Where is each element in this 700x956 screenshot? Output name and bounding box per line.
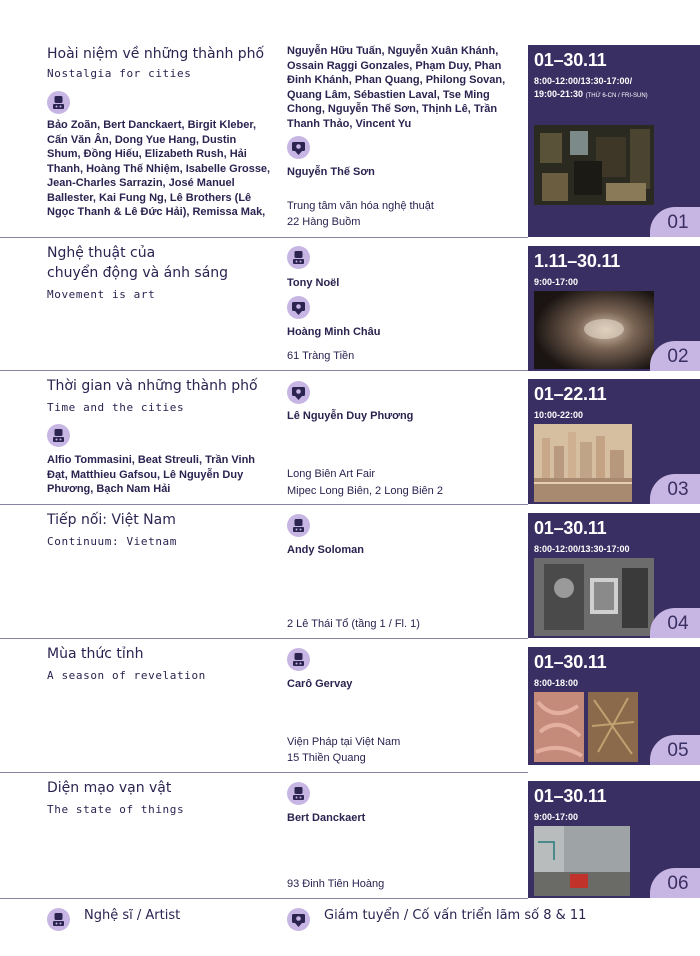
date-panel [528,513,700,638]
curator-name: Lê Nguyễn Duy Phương [287,410,414,422]
date-range: 01–30.11 [534,518,607,538]
hours-line-1: 8:00-12:00/13:30-17:00/ [534,76,633,86]
artist-name: Carô Gervay [287,678,353,690]
exhibition-photo-2 [588,692,638,762]
venue-address: 22 Hàng Buồm [287,216,361,228]
date-panel [528,246,700,371]
artist-name: Bert Danckaert [287,812,366,824]
venue-name: Viện Pháp tại Việt Nam [287,736,401,748]
entry-title-vi: Mùa thức tỉnh [47,646,144,662]
date-range: 01–30.11 [534,50,607,70]
entry-title-en: The state of things [47,803,185,816]
entry-number: 05 [650,735,700,765]
artist-icon [287,782,310,805]
date-panel [528,45,700,237]
entry-title-vi-line2: chuyển động và ánh sáng [47,265,229,281]
entry-title-en: A season of revelation [47,669,206,682]
entry-number: 01 [650,207,700,237]
entry-title-en: Continuum: Vietnam [47,535,178,548]
venue-address: Mipec Long Biên, 2 Long Biên 2 [287,485,443,497]
exhibition-entry-06 [0,773,700,898]
entry-divider [0,898,528,899]
opening-hours: 9:00-17:00 [534,812,579,822]
venue-address: 93 Đinh Tiên Hoàng [287,878,385,890]
date-panel [528,379,700,504]
curator-icon [287,381,310,404]
legend-artist-label: Nghệ sĩ / Artist [84,908,181,923]
venue-address: 2 Lê Thái Tổ (tầng 1 / Fl. 1) [287,618,420,630]
entry-title-en: Nostalgia for cities [47,67,192,80]
exhibition-photo [534,291,654,369]
curator-icon [287,296,310,319]
artist-icon [287,514,310,537]
venue-name: Trung tâm văn hóa nghệ thuật [287,200,434,212]
opening-hours: 10:00-22:00 [534,410,584,420]
date-range: 01–22.11 [534,384,607,404]
entry-title-vi: Thời gian và những thành phố [47,378,258,394]
artist-icon [47,424,70,447]
date-range: 01–30.11 [534,786,607,806]
curator-icon [287,136,310,159]
exhibition-photo [534,424,632,502]
curator-name: Nguyễn Thế Sơn [287,166,375,178]
opening-hours: 8:00-12:00/13:30-17:00 [534,544,630,554]
artist-icon [287,246,310,269]
hours-note: (THỨ 6-CN / FRI-SUN) [585,93,648,99]
exhibition-photo [534,558,654,636]
date-range: 01–30.11 [534,652,607,672]
entry-title-en: Movement is art [47,288,156,301]
artist-icon [47,91,70,114]
opening-hours: 9:00-17:00 [534,277,579,287]
artist-list: Alfio Tommasini, Beat Streuli, Trần Vinh Đạt, Matthieu Gafsou, Lê Nguyễn Duy Phương, Bạch Nam Hải [47,454,256,495]
curator-icon [287,908,310,931]
exhibition-entry-04 [0,505,700,638]
legend-curator-label: Giám tuyển / Cố vấn triển lãm số 8 & 11 [324,908,587,923]
exhibition-entry-03 [0,371,700,504]
opening-hours [534,75,648,103]
venue-address: 15 Thiền Quang [287,752,366,764]
artist-name: Tony Noël [287,277,340,289]
entry-number: 02 [650,341,700,371]
exhibition-entry-02 [0,238,700,371]
entry-title-vi: Hoài niệm về những thành phố [47,46,265,62]
entry-number: 04 [650,608,700,638]
entry-title-vi: Tiếp nối: Việt Nam [47,512,176,528]
entry-title-en: Time and the cities [47,401,185,414]
curator-name: Hoàng Minh Châu [287,326,381,338]
artist-icon [47,908,70,931]
entry-number: 06 [650,868,700,898]
hours-line-2 [534,88,648,103]
artist-list-continued: Nguyễn Hữu Tuấn, Nguyễn Xuân Khánh, Ossain Raggi Gonzales, Phạm Duy, Phan Đinh Khánh, Phan Quang, Philong Sovan, Quang Lâm, Sébastien Laval, Tse Ming Chong, Nguyễn Thế Sơn, Thịnh Lê, Trần Thanh Thảo, Vincent Yu [287,45,506,130]
hours-evening: 19:00-21:30 [534,89,584,99]
exhibition-photo-1 [534,692,584,762]
date-panel [528,647,700,765]
artist-name: Andy Soloman [287,544,365,556]
artist-icon [287,648,310,671]
date-panel [528,781,700,898]
venue-address: 61 Tràng Tiền [287,350,355,362]
entry-title-vi-line1: Nghệ thuật của [47,245,156,261]
exhibition-photo [534,125,654,205]
venue-name: Long Biên Art Fair [287,468,376,480]
artist-list: Bảo Zoãn, Bert Danckaert, Birgit Kleber, Cấn Văn Ân, Dong Yue Hang, Dustin Shum, Đồng Hiếu, Elizabeth Rush, Hải Thanh, Hoàng Thế Nhiệm, Isabelle Grosse, Jean-Charles Sarrazin, José Manuel Ballester, Kai Fung Ng, Lê Brothers (Lê Ngọc Thanh & Lê Đức Hải), Remissa Mak, [47,119,271,218]
entry-number: 03 [650,474,700,504]
opening-hours: 8:00-18:00 [534,678,579,688]
date-range: 1.11–30.11 [534,251,621,271]
exhibition-entry-01 [0,0,700,238]
entry-title-vi: Diện mạo vạn vật [47,780,172,796]
exhibition-photo [534,826,630,896]
exhibition-entry-05 [0,639,700,772]
